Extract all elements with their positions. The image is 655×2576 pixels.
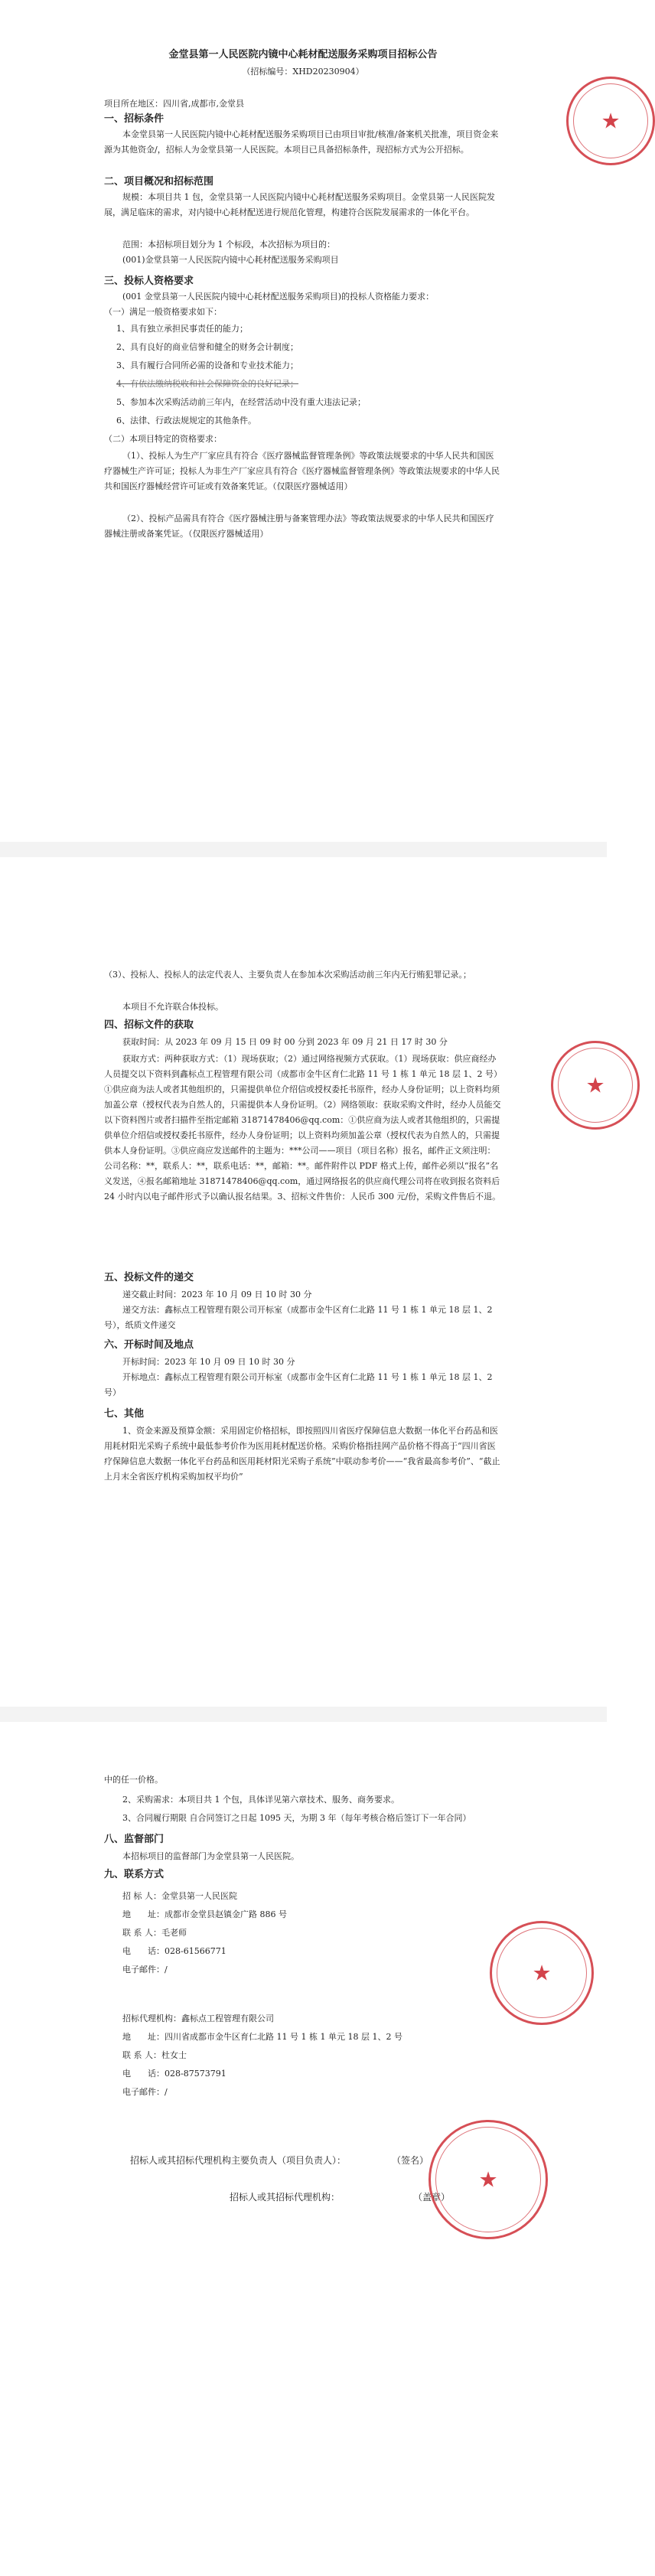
section-heading: 七、其他: [104, 1408, 145, 1420]
contact-line: 电子邮件：/: [122, 2087, 168, 2097]
official-seal: ★: [566, 77, 655, 165]
page-separator: [0, 842, 607, 857]
paragraph: 递交截止时间：2023 年 10 月 09 日 10 时 30 分: [122, 1290, 312, 1299]
page-title: 金堂县第一人民医院内镜中心耗材配送服务采购项目招标公告: [168, 49, 438, 60]
contact-line: 联 系 人：毛老师: [122, 1928, 187, 1938]
list-item: 1、具有独立承担民事责任的能力；: [116, 324, 248, 334]
list-item: 2、具有良好的商业信誉和健全的财务会计制度；: [116, 342, 298, 352]
contact-line: 电子邮件：/: [122, 1965, 168, 1974]
paragraph: （2）、投标产品需具有符合《医疗器械注册与备案管理办法》等政策法规要求的中华人民共和国医疗器械注册或备案凭证。（仅限医疗器械适用）: [104, 514, 494, 539]
paragraph: 获取时间：从 2023 年 09 月 15 日 09 时 00 分到 2023 年 09 月 21 日 17 时 30 分: [122, 1037, 448, 1047]
page-separator: [0, 1707, 607, 1722]
paragraph: （3）、投标人、投标人的法定代表人、主要负责人在参加本次采购活动前三年内无行贿犯罪记录。；: [104, 970, 471, 980]
paragraph: 本金堂县第一人民医院内镜中心耗材配送服务采购项目已由项目审批/核准/备案机关批准，项目资金来源为其他资金/，招标人为金堂县第一人民医院。本项目已具备招标条件，现招标方式为公开招标。: [104, 129, 499, 155]
official-seal: ★: [551, 1041, 640, 1130]
paragraph: 本项目不允许联合体投标。: [122, 1002, 223, 1012]
contact-line: 招 标 人：金堂县第一人民医院: [122, 1891, 237, 1901]
paragraph: (001)金堂县第一人民医院内镜中心耗材配送服务采购项目: [122, 255, 339, 265]
section-heading: 九、联系方式: [104, 1869, 165, 1880]
paragraph: 范围：本招标项目划分为 1 个标段，本次招标为项目的：: [122, 240, 335, 249]
section-heading: 六、开标时间及地点: [104, 1339, 194, 1351]
section-heading: 八、监督部门: [104, 1834, 165, 1845]
section-heading: 一、招标条件: [104, 113, 165, 125]
page-1: [0, 0, 621, 842]
paragraph: (001 金堂县第一人民医院内镜中心耗材配送服务采购项目)的投标人资格能力要求：: [122, 292, 435, 302]
contact-line: 地 址：成都市金堂县赵镇金广路 886 号: [122, 1909, 287, 1919]
paragraph: 开标时间：2023 年 10 月 09 日 10 时 30 分: [122, 1357, 295, 1367]
section-heading: 五、投标文件的递交: [104, 1272, 194, 1283]
paragraph: 2、采购需求：本项目共 1 个包，具体详见第六章技术、服务、商务要求。: [122, 1795, 399, 1805]
seal-line: 招标人或其招标代理机构： （盖章）: [230, 2192, 451, 2203]
list-item: 4、有依法缴纳税收和社会保障资金的良好记录；: [116, 379, 298, 389]
paragraph: （一）满足一般资格要求如下：: [104, 307, 222, 317]
official-seal: ★: [490, 1921, 594, 2025]
page-2: [0, 857, 607, 1707]
list-item: 6、法律、行政法规规定的其他条件。: [116, 416, 256, 426]
paragraph: 递交方法：鑫标点工程管理有限公司开标室（成都市金牛区育仁北路 11 号 1 栋 1 单元 18 层 1、2 号），纸质文件递交: [104, 1305, 493, 1330]
section-heading: 四、招标文件的获取: [104, 1019, 194, 1031]
contact-line: 联 系 人：杜女士: [122, 2050, 187, 2060]
signature-line: 招标人或其招标代理机构主要负责人（项目负责人）： （签名）: [130, 2155, 429, 2166]
paragraph: 获取方式：两种获取方式：（1）现场获取；（2）通过网络视频方式获取。（1）现场获取：供应商经办人员提交以下资料到鑫标点工程管理有限公司（成都市金牛区育仁北路 11 号 1 栋 1 单元 18 层 1、2 号）①供应商为法人或者其他组织的，只需提供单位介绍信或授权委托书原件，经办人身份证明；以上资料均须加盖公章（授权代表为自然人的，只需提供本人身份证明。（2）网络领取：获取采购文件时，经办人员能交以下资料图片或者扫描件至指定邮箱 31871478406@qq.com：①供应商为法人或者其他组织的，只需提供单位介绍信或授权委托书原件，经办人身份证明；以上资料均须加盖公章（授权代表为自然人的，只需提供本人身份证明。③供应商应发送邮件的主题为：***公司——项目（项目名称）报名，邮件正文须注明：公司名称：**，联系人：**，联系电话：**，邮箱：**。邮件附件以 PDF 格式上传，邮件必须以“报名”名义发送，④报名邮箱地址 31871478406@qq.com，通过网络报名的供应商代理公司将在收到报名资料后 24 小时内以电子邮件形式予以确认报名结果。3、招标文件售价：人民币 300 元/份，采购文件售后不退。: [104, 1054, 502, 1202]
paragraph: 规模：本项目共 1 包，金堂县第一人民医院内镜中心耗材配送服务采购项目。金堂县第一人民医院发展，满足临床的需求，对内镜中心耗材配送进行规范化管理，构建符合医院发展需求的一体化平台。: [104, 192, 495, 217]
paragraph: 开标地点：鑫标点工程管理有限公司开标室（成都市金牛区育仁北路 11 号 1 栋 1 单元 18 层 1、2 号）: [104, 1372, 493, 1397]
page-3: [0, 1722, 607, 2576]
official-seal: ★: [429, 2120, 548, 2239]
section-heading: 二、项目概况和招标范围: [104, 176, 214, 187]
contact-line: 电 话：028-61566771: [122, 1946, 226, 1956]
tender-number: （招标编号：XHD20230904）: [242, 67, 364, 77]
paragraph: 本招标项目的监督部门为金堂县第一人民医院。: [122, 1851, 299, 1861]
list-item: 3、具有履行合同所必需的设备和专业技术能力；: [116, 360, 298, 370]
section-heading: 三、投标人资格要求: [104, 276, 194, 287]
paragraph: 1、资金来源及预算金额：采用固定价格招标，即按照四川省医疗保障信息大数据一体化平台药品和医用耗材阳光采购子系统中最低参考价作为医用耗材配送价格。采购价格指挂网产品价格不得高于“四川省医疗保障信息大数据一体化平台药品和医用耗材阳光采购子系统”中联动参考价——“我省最高参考价”、“截止上月末全省医疗机构采购加权平均价”: [104, 1426, 500, 1482]
list-item: 5、参加本次采购活动前三年内，在经营活动中没有重大违法记录；: [116, 397, 366, 407]
contact-line: 地 址：四川省成都市金牛区育仁北路 11 号 1 栋 1 单元 18 层 1、2 号: [122, 2032, 402, 2042]
paragraph: 中的任一价格。: [104, 1775, 163, 1785]
paragraph: （1）、投标人为生产厂家应具有符合《医疗器械监督管理条例》等政策法规要求的中华人民共和国医疗器械生产许可证；投标人为非生产厂家应具有符合《医疗器械监督管理条例》等政策法规要求的中华人民共和国医疗器械经营许可证或有效备案凭证。（仅限医疗器械适用）: [104, 451, 500, 491]
contact-line: 电 话：028-87573791: [122, 2069, 226, 2079]
paragraph: 3、合同履行期限 自合同签订之日起 1095 天，为期 3 年（每年考核合格后签订下一年合同）: [122, 1813, 471, 1823]
contact-line: 招标代理机构：鑫标点工程管理有限公司: [122, 2014, 274, 2023]
project-location: 项目所在地区：四川省,成都市,金堂县: [104, 99, 244, 109]
paragraph: （二）本项目特定的资格要求：: [104, 434, 222, 444]
